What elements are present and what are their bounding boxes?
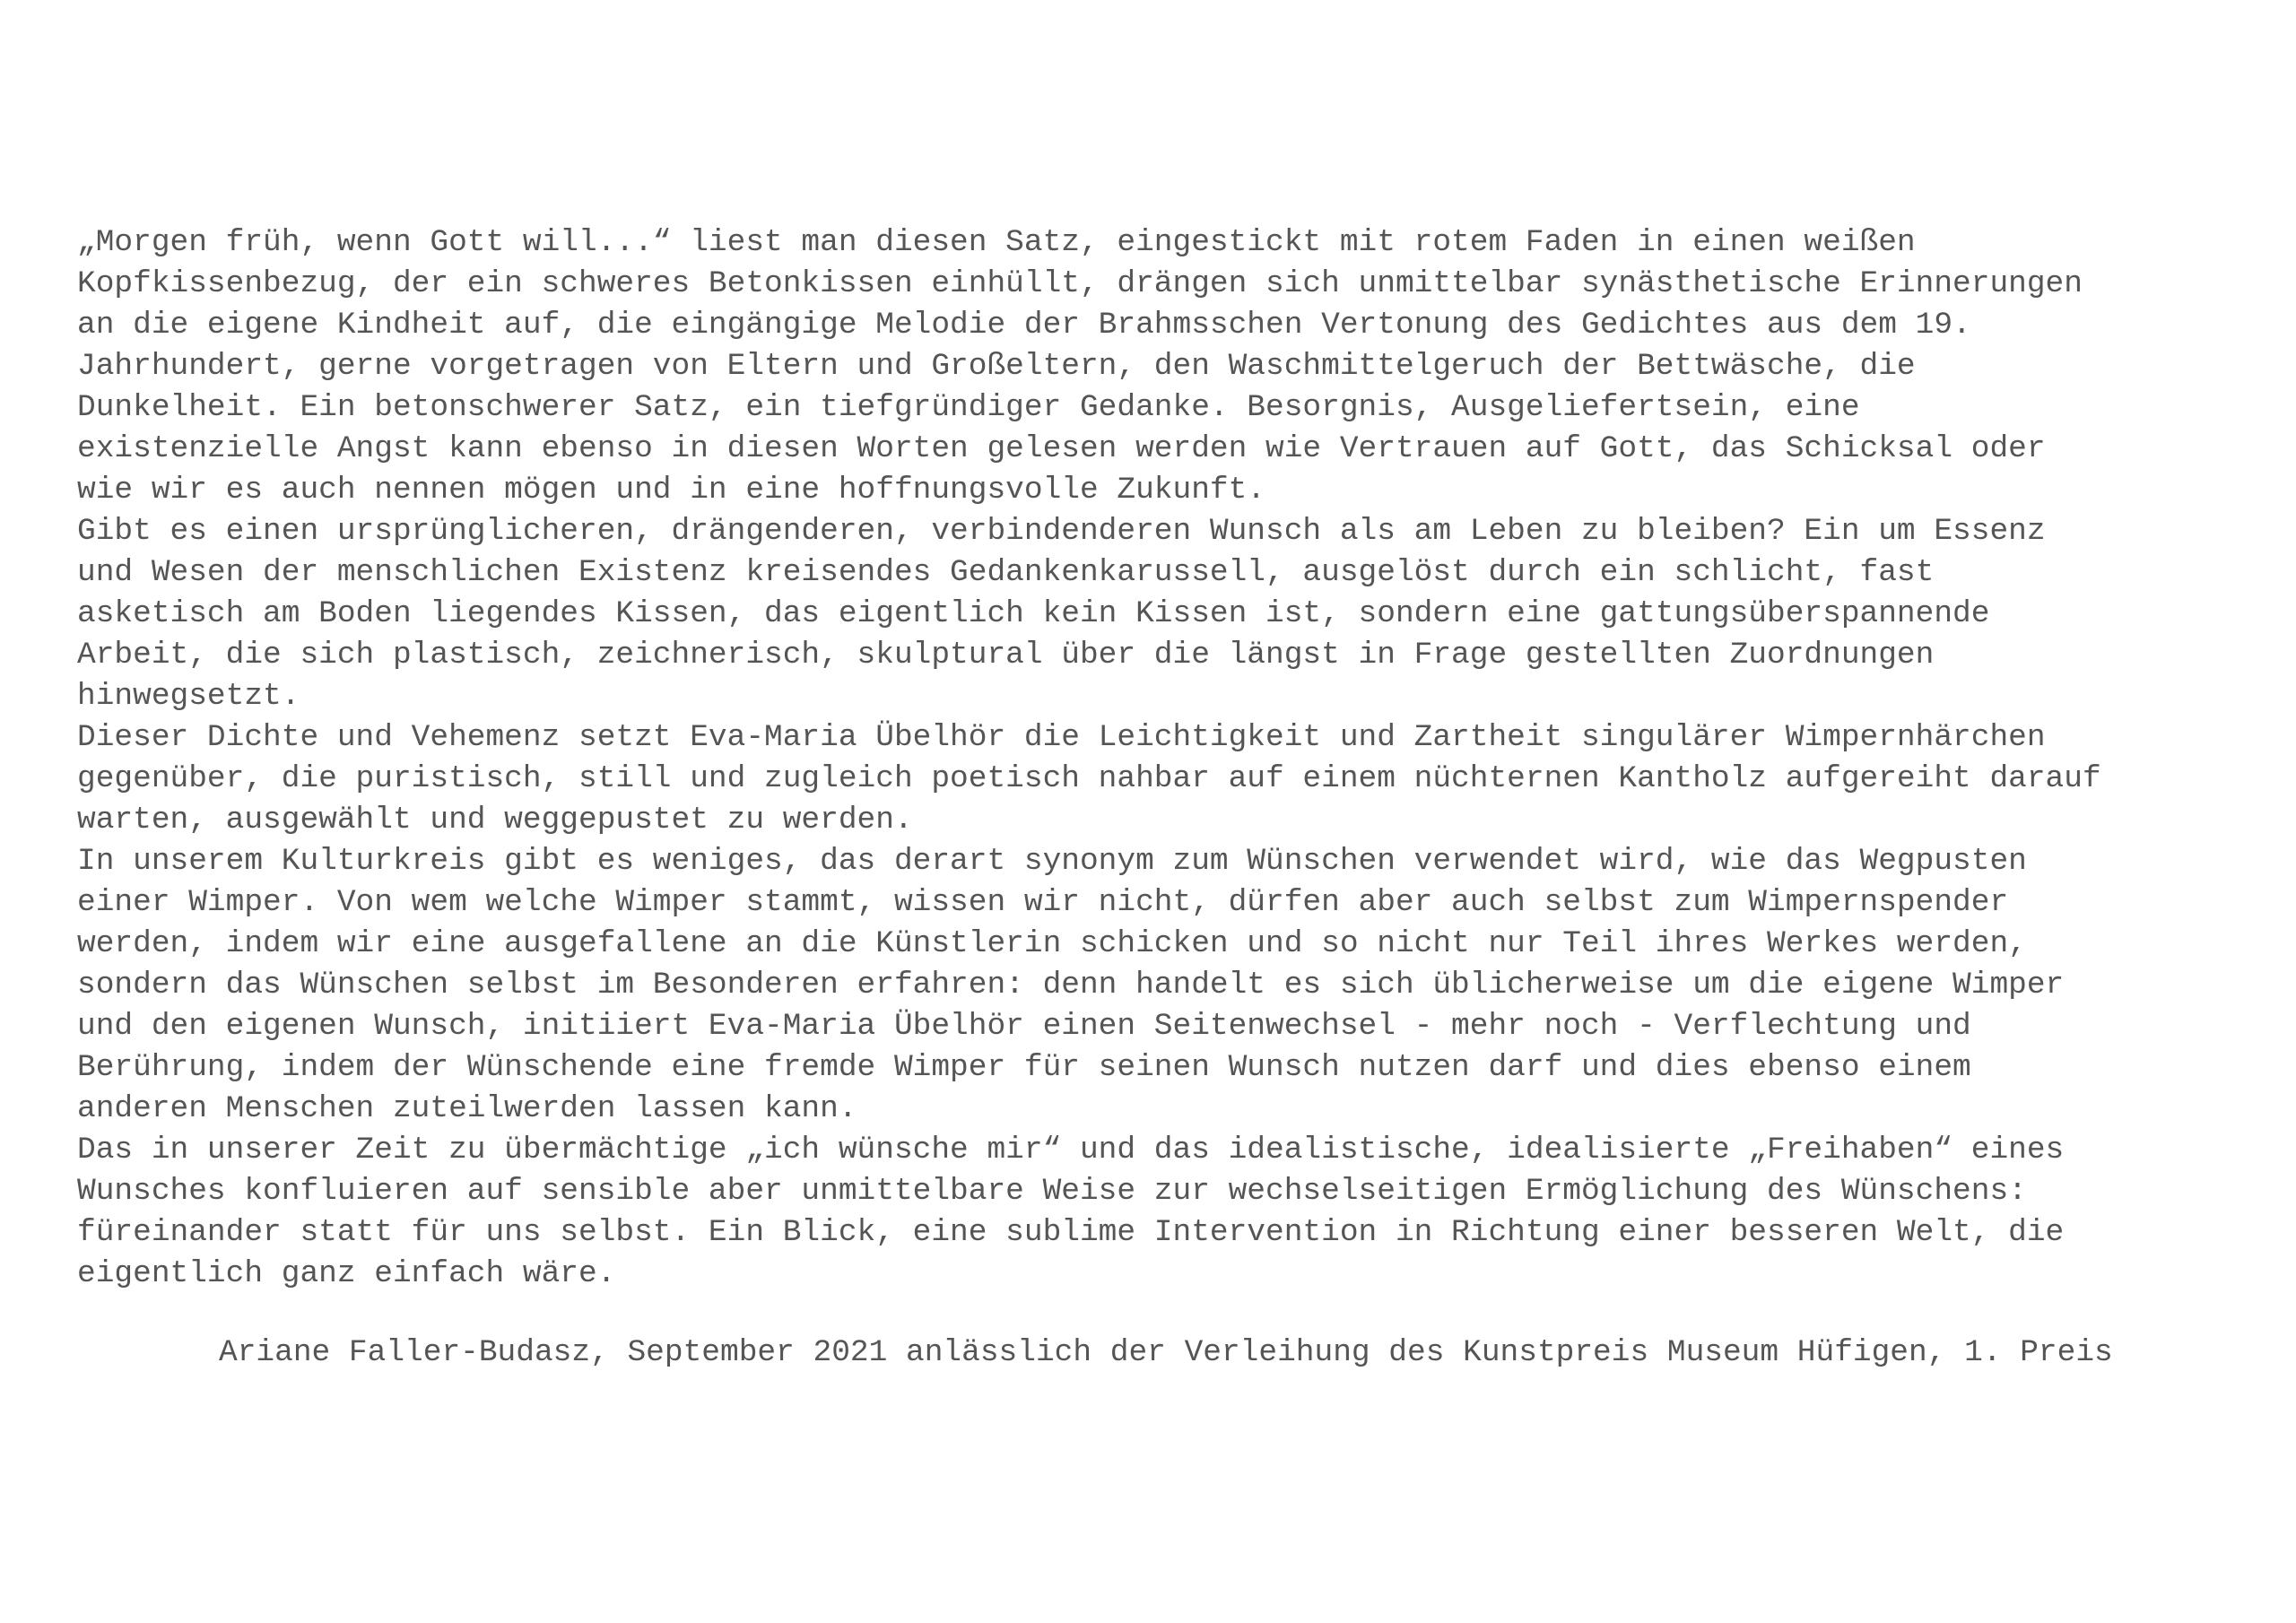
paragraph-5 [77, 1130, 2266, 1295]
text-line: Dieser Dichte und Vehemenz setzt Eva-Maria Übelhör die Leichtigkeit und Zartheit singulärer Wimpernhärchen [77, 720, 2046, 755]
text-line: an die eigene Kindheit auf, die eingängige Melodie der Brahmsschen Vertonung des Gedichtes aus dem 19. [77, 308, 1971, 343]
paragraph-4 [77, 841, 2266, 1130]
text-line: Kopfkissenbezug, der ein schweres Betonkissen einhüllt, drängen sich unmittelbar synästhetische Erinnerungen [77, 266, 2083, 301]
paragraph-3 [77, 717, 2266, 841]
text-line: anderen Menschen zuteilwerden lassen kann. [77, 1091, 857, 1126]
text-line: Berührung, indem der Wünschende eine fremde Wimper für seinen Wunsch nutzen darf und dies ebenso einem [77, 1050, 1971, 1085]
text-line: Wunsches konfluieren auf sensible aber unmittelbare Weise zur wechselseitigen Ermöglichung des Wünschens: [77, 1174, 2027, 1209]
signature-line: Ariane Faller-Budasz, September 2021 anlässlich der Verleihung des Kunstpreis Museum Hüfigen, 1. Preis [219, 1335, 2113, 1370]
text-line: gegenüber, die puristisch, still und zugleich poetisch nahbar auf einem nüchternen Kantholz aufgereiht darauf [77, 761, 2101, 796]
text-line: werden, indem wir eine ausgefallene an die Künstlerin schicken und so nicht nur Teil ihres Werkes werden, [77, 926, 2027, 961]
document-body [77, 222, 2266, 1295]
text-line: Jahrhundert, gerne vorgetragen von Eltern und Großeltern, den Waschmittelgeruch der Bettwäsche, die [77, 349, 1916, 384]
paragraph-1 [77, 222, 2266, 511]
text-line: wie wir es auch nennen mögen und in eine hoffnungsvolle Zukunft. [77, 473, 1266, 508]
text-line: asketisch am Boden liegendes Kissen, das eigentlich kein Kissen ist, sondern eine gattungsüberspannende [77, 596, 1990, 631]
text-line: einer Wimper. Von wem welche Wimper stammt, wissen wir nicht, dürfen aber auch selbst zum Wimpernspender [77, 885, 2009, 920]
text-line: füreinander statt für uns selbst. Ein Blick, eine sublime Intervention in Richtung einer besseren Welt, die [77, 1215, 2065, 1250]
text-line: existenzielle Angst kann ebenso in diesen Worten gelesen werden wie Vertrauen auf Gott, das Schicksal oder [77, 431, 2046, 466]
text-line: und Wesen der menschlichen Existenz kreisendes Gedankenkarussell, ausgelöst durch ein schlicht, fast [77, 555, 1935, 590]
text-line: warten, ausgewählt und weggepustet zu werden. [77, 803, 913, 838]
text-line: „Morgen früh, wenn Gott will...“ liest man diesen Satz, eingestickt mit rotem Faden in einen weißen [77, 225, 1916, 260]
text-line: und den eigenen Wunsch, initiiert Eva-Maria Übelhör einen Seitenwechsel - mehr noch - Verflechtung und [77, 1009, 1971, 1044]
text-line: Das in unserer Zeit zu übermächtige „ich wünsche mir“ und das idealistische, idealisierte „Freihaben“ eines [77, 1133, 2065, 1167]
text-line: Gibt es einen ursprünglicheren, drängenderen, verbindenderen Wunsch als am Leben zu bleiben? Ein um Essenz [77, 514, 2046, 549]
text-line: eigentlich ganz einfach wäre. [77, 1256, 616, 1291]
text-line: Arbeit, die sich plastisch, zeichnerisch, skulptural über die längst in Frage gestellten Zuordnungen [77, 638, 1935, 673]
paragraph-2 [77, 511, 2266, 717]
text-line: hinwegsetzt. [77, 679, 300, 714]
text-line: In unserem Kulturkreis gibt es weniges, das derart synonym zum Wünschen verwendet wird, wie das Wegpusten [77, 844, 2027, 879]
text-line: Dunkelheit. Ein betonschwerer Satz, ein tiefgründiger Gedanke. Besorgnis, Ausgeliefertsein, eine [77, 390, 1860, 425]
text-line: sondern das Wünschen selbst im Besonderen erfahren: denn handelt es sich üblicherweise um die eigene Wimper [77, 968, 2065, 1002]
